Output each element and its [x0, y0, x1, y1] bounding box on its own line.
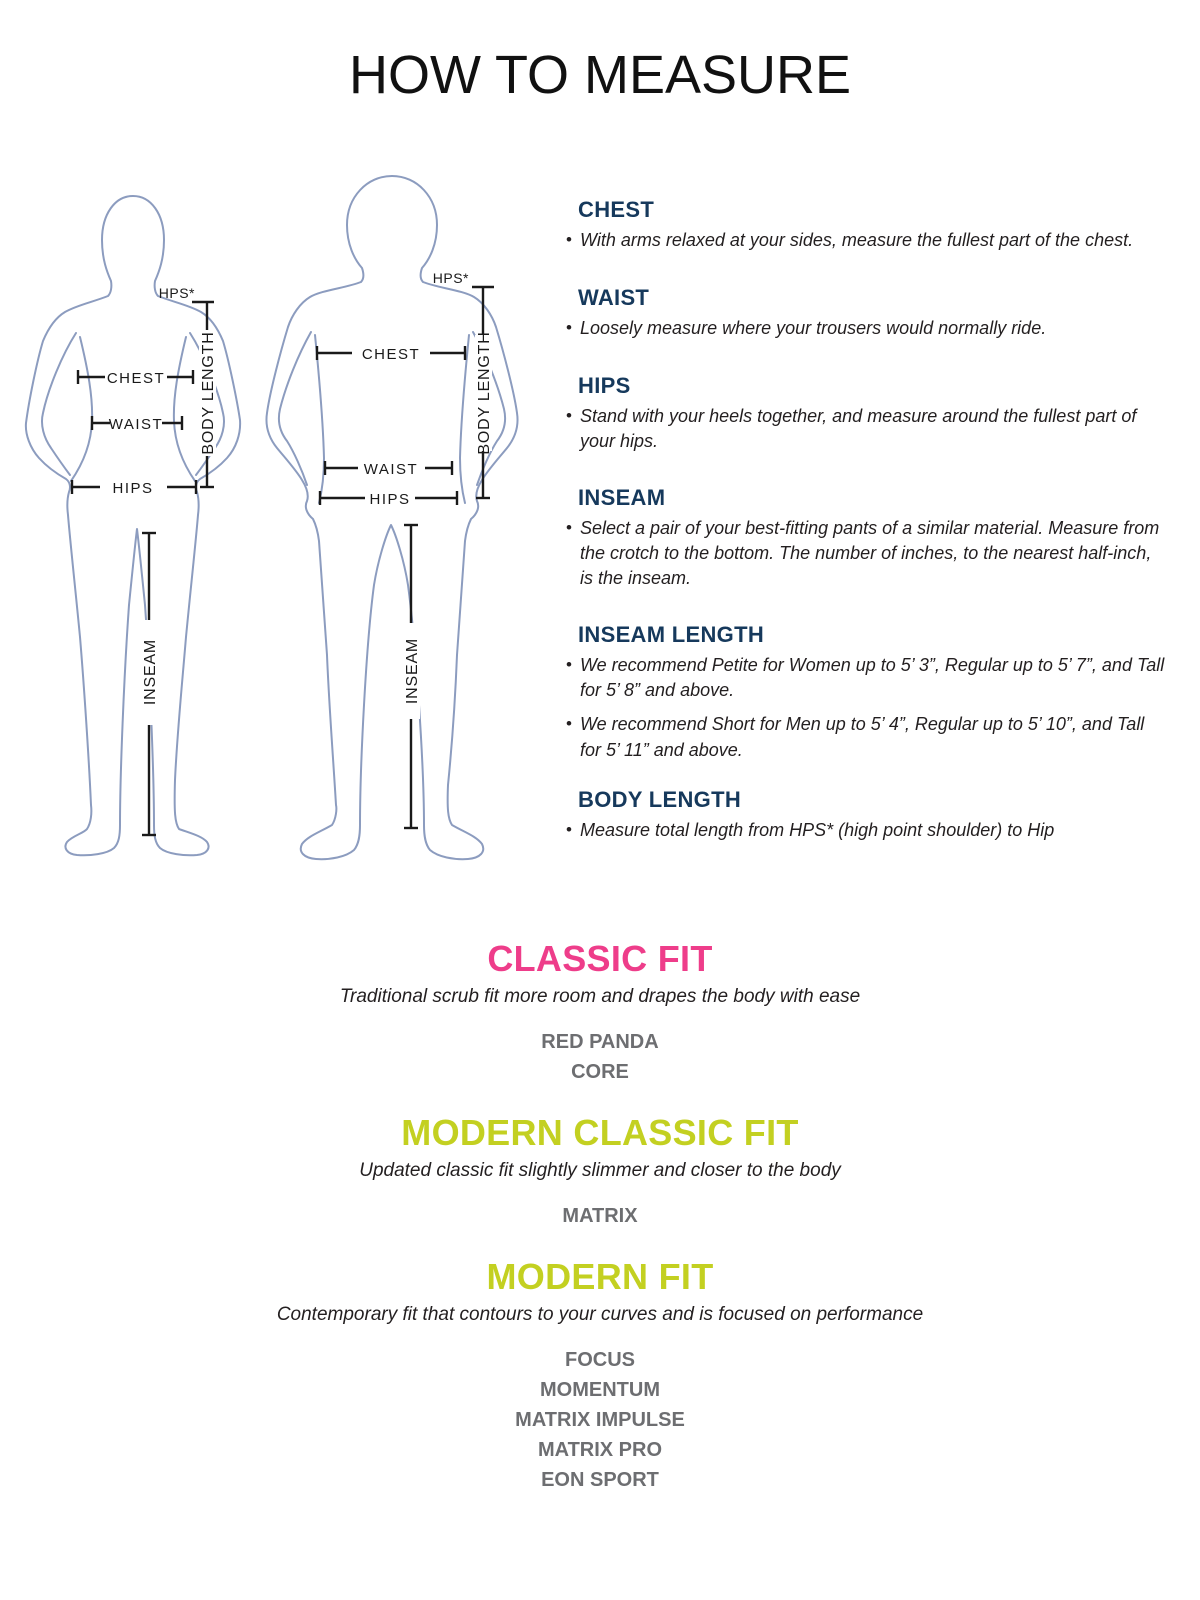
fit-name: MODERN CLASSIC FIT	[401, 1112, 799, 1153]
fit-product: MATRIX	[562, 1205, 638, 1228]
figure-female	[26, 196, 240, 855]
female-body-length-label: BODY LENGTH	[200, 331, 217, 455]
instruction-text: Loosely measure where your trousers would normally ride.	[580, 318, 1047, 338]
male-inseam-label: INSEAM	[404, 637, 421, 705]
fit-description: Updated classic fit slightly slimmer and closer to the body	[359, 1160, 841, 1182]
instruction-bullet	[566, 818, 1166, 843]
fit-section-modern-classic	[0, 1112, 1200, 1231]
male-hips-label: HIPS	[369, 491, 411, 508]
instruction-text: Select a pair of your best-fitting pants of a similar material. Measure from the crotch to the bottom. The number of inches, to the nearest half-inch, is the inseam.	[580, 518, 1160, 589]
instruction-heading: INSEAM	[578, 485, 666, 510]
instruction-section-chest	[566, 197, 1166, 253]
bullet-dot-icon: •	[566, 820, 572, 839]
instruction-text: We recommend Short for Men up to 5’ 4”, Regular up to 5’ 10”, and Tall for 5’ 11” and above.	[580, 714, 1145, 760]
fit-product-list	[0, 1027, 1200, 1087]
male-body-outline	[266, 176, 517, 859]
instruction-section-inseam-length	[566, 622, 1166, 763]
instruction-bullet	[566, 516, 1166, 592]
fit-product: RED PANDA	[541, 1031, 659, 1054]
instruction-heading: BODY LENGTH	[578, 787, 742, 812]
measurement-diagram	[18, 165, 542, 885]
instruction-bullet	[566, 712, 1166, 762]
female-hips-label: HIPS	[112, 480, 154, 497]
female-inseam-label: INSEAM	[142, 638, 159, 706]
figure-male	[266, 176, 517, 859]
instruction-text: We recommend Petite for Women up to 5’ 3”, Regular up to 5’ 7”, and Tall for 5’ 8” and above.	[580, 655, 1165, 701]
male-waist-label: WAIST	[363, 461, 419, 478]
fit-product: MATRIX PRO	[537, 1439, 663, 1462]
female-hps-label: HPS*	[158, 285, 195, 301]
bullet-dot-icon: •	[566, 318, 572, 337]
instruction-section-waist	[566, 285, 1166, 341]
instruction-section-body-length	[566, 787, 1166, 843]
bullet-dot-icon: •	[566, 714, 572, 734]
fit-product: MATRIX IMPULSE	[515, 1409, 685, 1432]
fit-section-classic	[0, 938, 1200, 1087]
fit-product-list	[0, 1345, 1200, 1495]
bullet-dot-icon: •	[566, 518, 572, 537]
male-hps-label: HPS*	[432, 270, 469, 286]
female-waist-label: WAIST	[108, 416, 164, 433]
instruction-heading: INSEAM LENGTH	[578, 622, 765, 647]
fit-product: CORE	[571, 1061, 629, 1084]
instruction-text: Measure total length from HPS* (high point shoulder) to Hip	[580, 820, 1055, 840]
fit-name: CLASSIC FIT	[487, 938, 713, 979]
instruction-text: With arms relaxed at your sides, measure the fullest part of the chest.	[580, 230, 1134, 250]
instruction-section-hips	[566, 373, 1166, 454]
bullet-dot-icon: •	[566, 230, 572, 249]
fit-product: EON SPORT	[541, 1469, 659, 1492]
instruction-text: Stand with your heels together, and measure around the fullest part of your hips.	[580, 406, 1137, 452]
fit-description: Traditional scrub fit more room and drapes the body with ease	[339, 986, 861, 1008]
female-chest-label: CHEST	[106, 370, 166, 387]
instruction-bullet	[566, 653, 1166, 703]
page-title: HOW TO MEASURE	[348, 45, 852, 105]
fit-name: MODERN FIT	[486, 1256, 714, 1297]
instruction-bullet	[566, 316, 1166, 341]
male-body-length-label: BODY LENGTH	[476, 331, 493, 455]
fit-product: MOMENTUM	[540, 1379, 660, 1402]
instruction-heading: WAIST	[578, 285, 650, 310]
instruction-section-inseam	[566, 485, 1166, 592]
male-chest-label: CHEST	[361, 346, 421, 363]
fit-product-list	[0, 1201, 1200, 1231]
bullet-dot-icon: •	[566, 655, 572, 674]
instruction-heading: CHEST	[578, 197, 655, 222]
fit-product: FOCUS	[565, 1349, 635, 1372]
bullet-dot-icon: •	[566, 406, 572, 425]
instruction-bullet	[566, 228, 1166, 253]
fit-section-modern	[0, 1256, 1200, 1495]
fit-description: Contemporary fit that contours to your curves and is focused on performance	[276, 1304, 924, 1326]
instruction-heading: HIPS	[578, 373, 631, 398]
instruction-bullet	[566, 404, 1166, 454]
female-body-outline	[26, 196, 240, 855]
